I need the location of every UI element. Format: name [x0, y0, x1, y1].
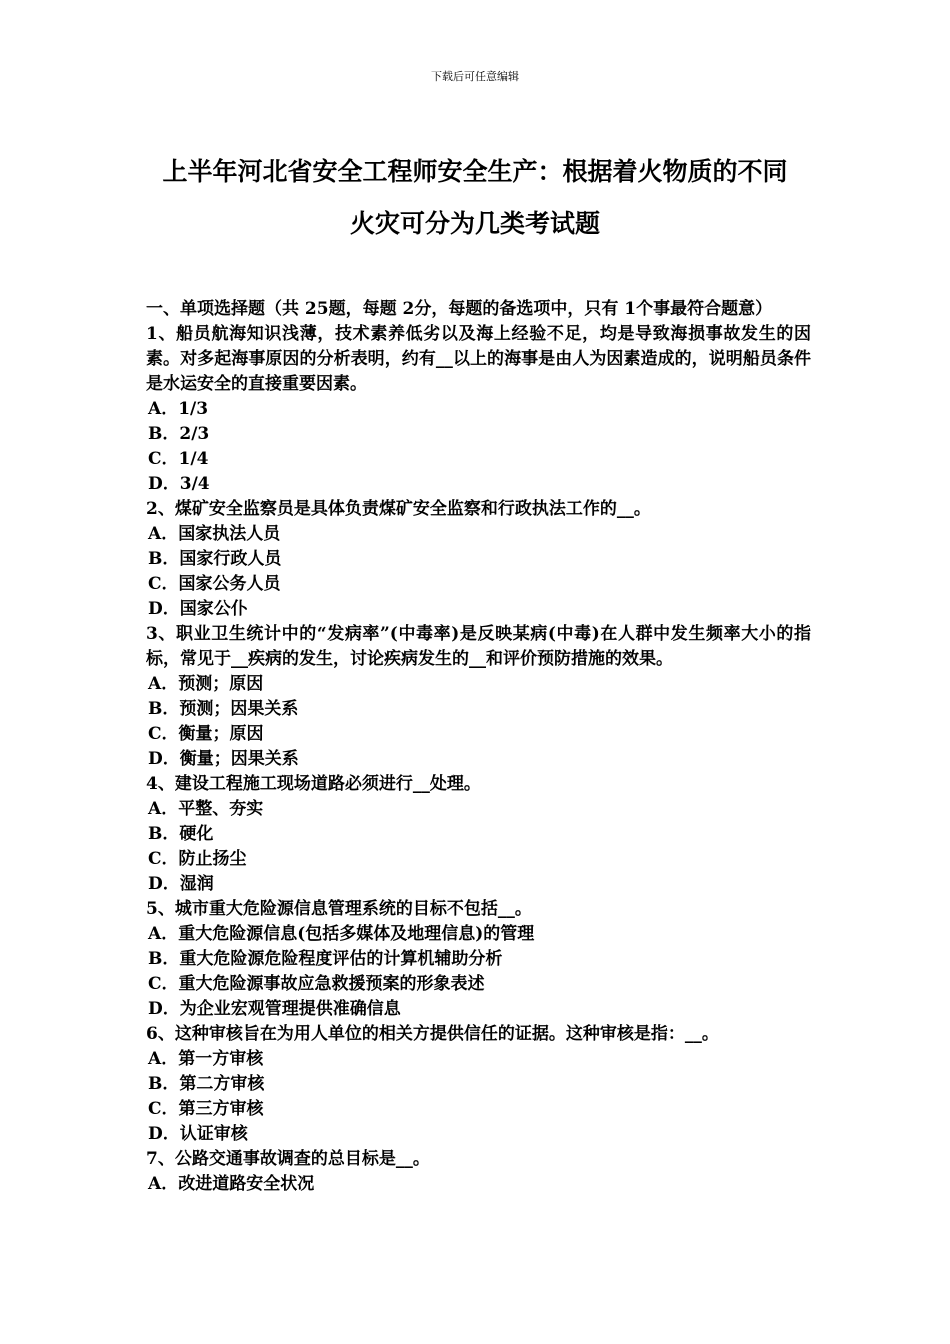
answer-option: B．2/3	[148, 424, 210, 444]
answer-option: A．重大危险源信息(包括多媒体及地理信息)的管理	[148, 924, 535, 944]
document-body	[146, 297, 811, 1197]
answer-option: B．预测；因果关系	[148, 699, 299, 719]
answer-option: A．第一方审核	[148, 1049, 264, 1069]
answer-option: B．国家行政人员	[148, 549, 282, 569]
answer-option: C．国家公务人员	[148, 574, 281, 594]
answer-option: A．改进道路安全状况	[148, 1174, 315, 1194]
question-text: 7、公路交通事故调查的总目标是__。	[146, 1149, 430, 1169]
page-header-note: 下载后可任意编辑	[431, 70, 519, 83]
answer-option: B．第二方审核	[148, 1074, 265, 1094]
answer-option: D．认证审核	[148, 1124, 248, 1144]
answer-option: B．重大危险源危险程度评估的计算机辅助分析	[148, 949, 503, 969]
section-heading: 一、单项选择题（共 25题，每题 2分，每题的备选项中，只有 1个事最符合题意）	[146, 299, 773, 319]
question-text: 1、船员航海知识浅薄，技术素养低劣以及海上经验不足，均是导致海损事故发生的因素。对多起海事原因的分析表明，约有__以上的海事是由人为因素造成的，说明船员条件是水运安全的直接重要因素。	[146, 324, 811, 394]
question-list	[146, 322, 811, 1197]
question-item	[146, 497, 811, 622]
answer-option: C．衡量；原因	[148, 724, 264, 744]
question-item	[146, 897, 811, 1022]
answer-option: C．第三方审核	[148, 1099, 264, 1119]
title-line-2: 火灾可分为几类考试题	[349, 209, 600, 238]
answer-option: C．1/4	[148, 449, 209, 469]
question-item	[146, 772, 811, 897]
answer-option: A．预测；原因	[148, 674, 264, 694]
question-text: 4、建设工程施工现场道路必须进行__处理。	[146, 774, 481, 794]
question-text: 5、城市重大危险源信息管理系统的目标不包括__。	[146, 899, 532, 919]
question-text: 2、煤矿安全监察员是具体负责煤矿安全监察和行政执法工作的__。	[146, 499, 651, 519]
question-item	[146, 322, 811, 497]
answer-option: D．湿润	[148, 874, 214, 894]
answer-option: A．1/3	[148, 399, 209, 419]
answer-option: B．硬化	[148, 824, 214, 844]
answer-option: A．国家执法人员	[148, 524, 281, 544]
answer-option: C．防止扬尘	[148, 849, 247, 869]
question-text: 3、职业卫生统计中的“发病率”(中毒率)是反映某病(中毒)在人群中发生频率大小的指标，常见于__疾病的发生，讨论疾病发生的__和评价预防措施的效果。	[146, 624, 811, 669]
answer-option: D．为企业宏观管理提供准确信息	[148, 999, 401, 1019]
answer-option: C．重大危险源事故应急救援预案的形象表述	[148, 974, 485, 994]
document-title	[100, 146, 850, 250]
answer-option: D．国家公仆	[148, 599, 248, 619]
answer-option: A．平整、夯实	[148, 799, 264, 819]
question-item	[146, 1022, 811, 1147]
answer-option: D．衡量；因果关系	[148, 749, 299, 769]
answer-option: D．3/4	[148, 474, 210, 494]
title-line-1: 上半年河北省安全工程师安全生产：根据着火物质的不同	[162, 157, 788, 186]
question-item	[146, 622, 811, 772]
question-text: 6、这种审核旨在为用人单位的相关方提供信任的证据。这种审核是指：__。	[146, 1024, 719, 1044]
question-item	[146, 1147, 811, 1197]
